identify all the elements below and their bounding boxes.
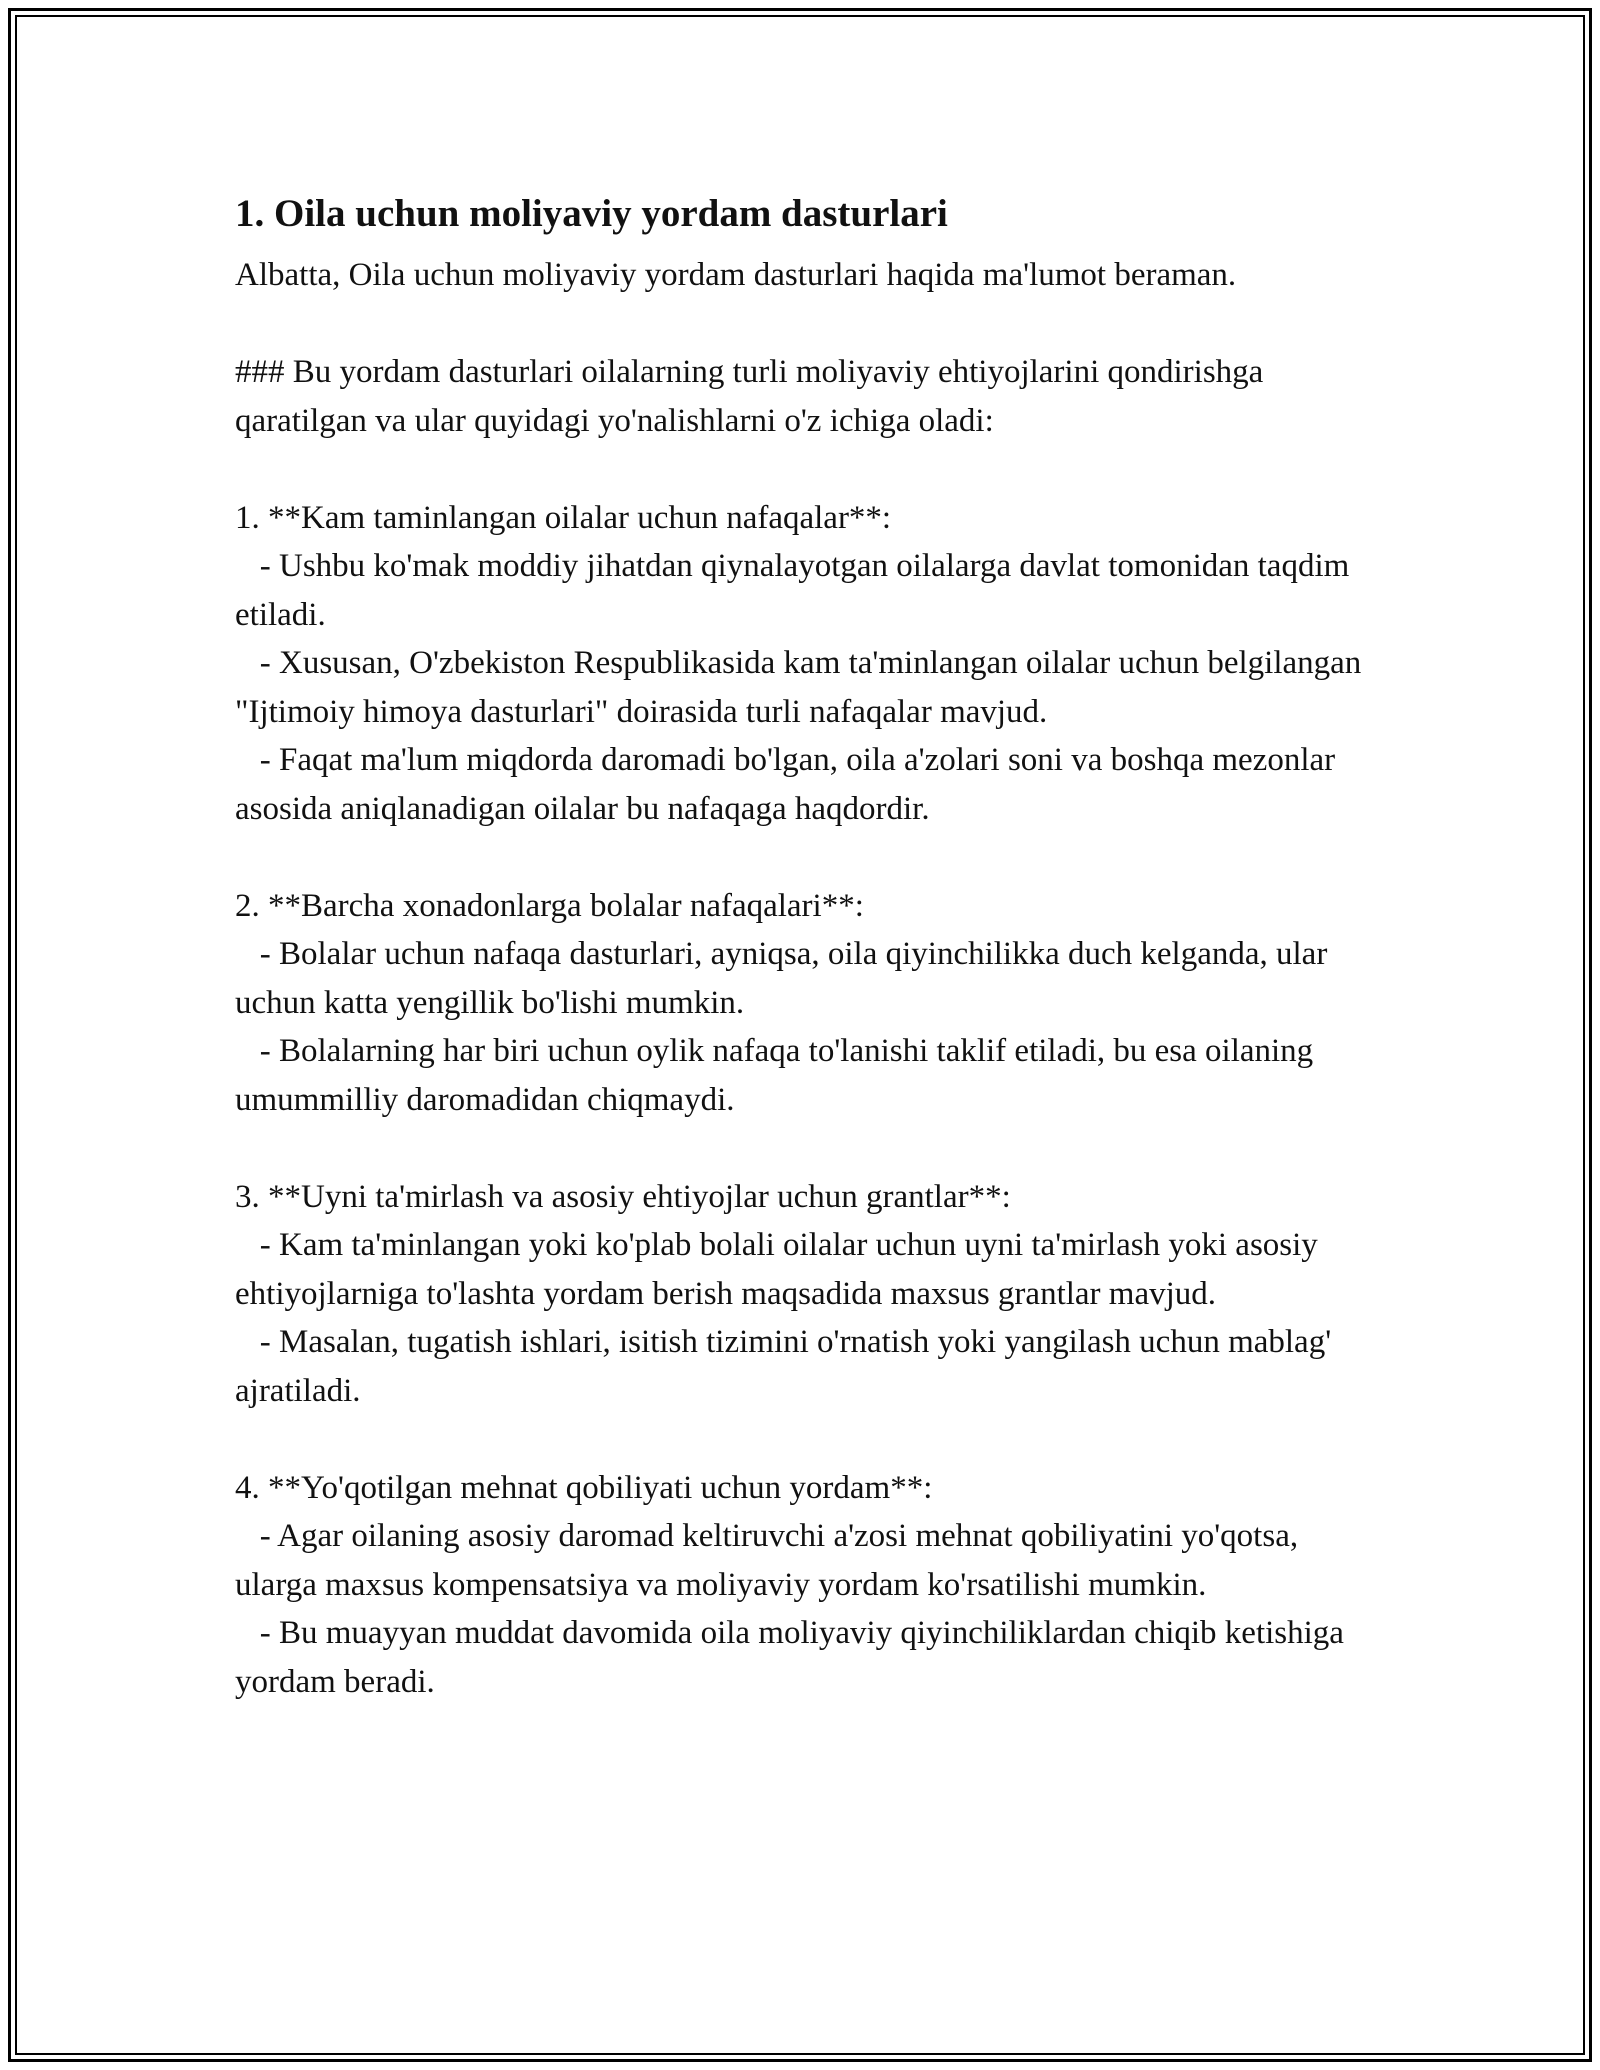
- section-heading: 4. **Yo'qotilgan mehnat qobiliyati uchun yordam**:: [235, 1469, 933, 1506]
- document-title: 1. Oila uchun moliyaviy yordam dasturlari: [235, 192, 948, 235]
- section-bullet: - Kam ta'minlangan yoki ko'plab bolali oilalar uchun uyni ta'mirlash yoki asosiy ehtiyojlarniga to'lashta yordam berish maqsadida maxsus grantlar mavjud.: [235, 1227, 1327, 1312]
- section-bullet: - Xususan, O'zbekiston Respublikasida kam ta'minlangan oilalar uchun belgilangan "Ijtimoiy himoya dasturlari" doirasida turli nafaqalar mavjud.: [235, 645, 1370, 730]
- intro-paragraph: Albatta, Oila uchun moliyaviy yordam dasturlari haqida ma'lumot beraman.: [235, 257, 1237, 293]
- section-bullet: - Bolalarning har biri uchun oylik nafaqa to'lanishi taklif etiladi, bu esa oilaning umummilliy daromadidan chiqmaydi.: [235, 1033, 1322, 1118]
- section-bullet: - Bolalar uchun nafaqa dasturlari, ayniqsa, oila qiyinchilikka duch kelganda, ular uchun katta yengillik bo'lishi mumkin.: [235, 936, 1336, 1021]
- section-heading: 2. **Barcha xonadonlarga bolalar nafaqalari**:: [235, 887, 864, 924]
- section-bullet: - Bu muayyan muddat davomida oila moliyaviy qiyinchiliklardan chiqib ketishiga yordam beradi.: [235, 1615, 1353, 1700]
- section-3: [235, 1173, 1375, 1416]
- section-bullet: - Faqat ma'lum miqdorda daromadi bo'lgan, oila a'zolari soni va boshqa mezonlar asosida aniqlanadigan oilalar bu nafaqaga haqdordir.: [235, 742, 1344, 827]
- overview-paragraph: ### Bu yordam dasturlari oilalarning turli moliyaviy ehtiyojlarini qondirishga qaratilgan va ular quyidagi yo'nalishlarni o'z ichiga oladi:: [235, 354, 1272, 439]
- document-body: [235, 185, 1375, 1706]
- section-1: [235, 494, 1375, 834]
- section-4: [235, 1464, 1375, 1707]
- section-heading: 1. **Kam taminlangan oilalar uchun nafaqalar**:: [235, 499, 892, 536]
- section-bullet: - Ushbu ko'mak moddiy jihatdan qiynalayotgan oilalarga davlat tomonidan taqdim etiladi.: [235, 548, 1358, 633]
- section-heading: 3. **Uyni ta'mirlash va asosiy ehtiyojlar uchun grantlar**:: [235, 1178, 1011, 1215]
- section-bullet: - Agar oilaning asosiy daromad keltiruvchi a'zosi mehnat qobiliyatini yo'qotsa, ularga maxsus kompensatsiya va moliyaviy yordam ko'rsatilishi mumkin.: [235, 1518, 1307, 1603]
- section-bullet: - Masalan, tugatish ishlari, isitish tizimini o'rnatish yoki yangilash uchun mablag' ajratiladi.: [235, 1324, 1340, 1409]
- section-2: [235, 882, 1375, 1125]
